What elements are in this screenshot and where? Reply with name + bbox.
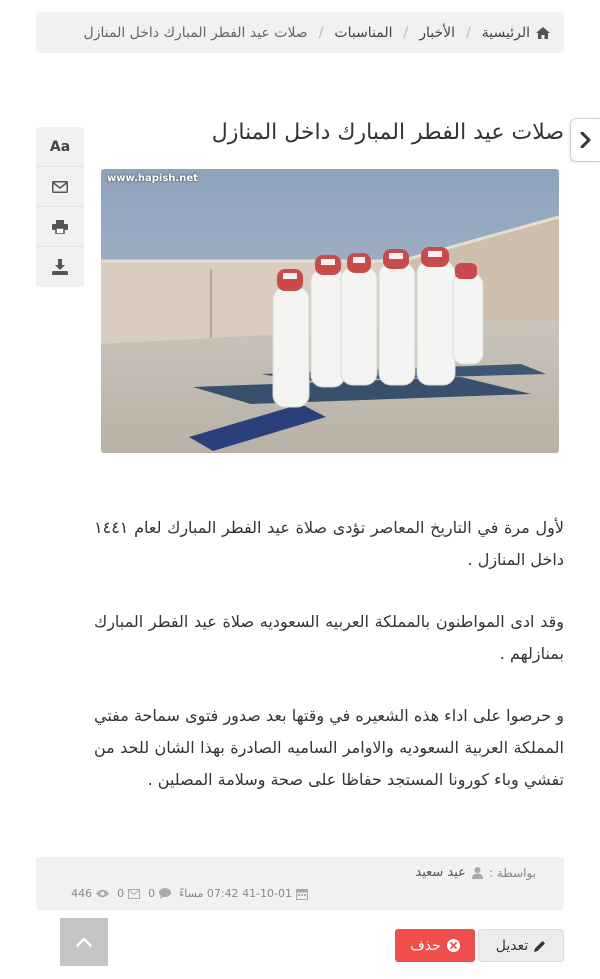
envelope-icon xyxy=(52,181,68,193)
image-watermark: www.hapish.net xyxy=(107,173,198,184)
date-item xyxy=(179,887,308,900)
home-icon xyxy=(536,27,550,39)
chevron-up-icon xyxy=(76,937,92,947)
side-panel-toggle[interactable] xyxy=(570,118,600,162)
breadcrumb-occasions-link[interactable]: المناسبات xyxy=(334,24,393,41)
scroll-to-top-button[interactable] xyxy=(60,918,108,966)
font-size-button[interactable] xyxy=(36,127,84,167)
download-button[interactable] xyxy=(36,247,84,287)
breadcrumb xyxy=(36,12,564,53)
eye-icon xyxy=(96,889,109,898)
author-name[interactable]: عيد سعيد xyxy=(415,865,466,880)
breadcrumb-current: صلات عيد الفطر المبارك داخل المنازل xyxy=(83,24,308,41)
eid-prayer-photo xyxy=(101,169,559,453)
calendar-icon xyxy=(296,888,308,900)
article-body xyxy=(94,512,564,826)
breadcrumb-home-link[interactable]: الرئيسية xyxy=(481,24,530,41)
comment-icon xyxy=(159,888,171,899)
emails-item[interactable] xyxy=(117,887,140,900)
article-title: صلات عيد الفطر المبارك داخل المنازل xyxy=(211,120,564,145)
download-icon xyxy=(52,259,68,275)
article-meta xyxy=(36,857,564,910)
pencil-icon xyxy=(534,940,546,952)
delete-button-label: حذف xyxy=(410,937,441,954)
article-paragraph: لأول مرة في التاريخ المعاصر تؤدى صلاة عيد الفطر المبارك لعام ١٤٤١ داخل المنازل . xyxy=(94,518,564,569)
breadcrumb-separator: / xyxy=(403,24,409,41)
comments-item[interactable] xyxy=(148,887,171,900)
breadcrumb-separator: / xyxy=(318,24,324,41)
edit-button-label: تعديل xyxy=(495,937,529,954)
user-icon xyxy=(472,867,483,879)
emails-count: 0 xyxy=(117,887,125,900)
font-size-icon: Aa xyxy=(49,138,71,155)
article-stats xyxy=(71,887,308,900)
breadcrumb-separator: / xyxy=(466,24,471,41)
print-button[interactable] xyxy=(36,207,84,247)
delete-button[interactable] xyxy=(395,929,475,962)
printer-icon xyxy=(52,220,68,234)
breadcrumb-home[interactable] xyxy=(482,25,550,41)
article-paragraph: و حرصوا على اداء هذه الشعيره في وقتها بعد صدور فتوى سماحة مفتي المملكة العربية السعوديه والاوامر الساميه الصادرة بهذا الشان للحد من تفشي وباء كورونا المستجد حفاظا على صحة وسلامة المصلين . xyxy=(94,706,564,789)
article-paragraph: وقد ادى المواطنون بالمملكة العربيه السعوديه صلاة عيد الفطر المبارك بمنازلهم . xyxy=(94,612,564,663)
chevron-right-icon xyxy=(580,132,592,148)
article-image xyxy=(101,169,559,453)
author-line xyxy=(415,865,536,880)
article-date: 41-10-01 07:42 مساءً xyxy=(179,887,292,900)
envelope-icon xyxy=(128,889,140,899)
by-label: بواسطة : xyxy=(488,865,536,880)
views-count: 446 xyxy=(71,887,93,900)
close-circle-icon xyxy=(447,939,460,952)
views-item xyxy=(71,887,109,900)
breadcrumb-news-link[interactable]: الأخبار xyxy=(419,24,456,41)
comments-count: 0 xyxy=(148,887,156,900)
article-tools xyxy=(36,127,84,287)
edit-button[interactable] xyxy=(478,929,564,962)
email-button[interactable] xyxy=(36,167,84,207)
